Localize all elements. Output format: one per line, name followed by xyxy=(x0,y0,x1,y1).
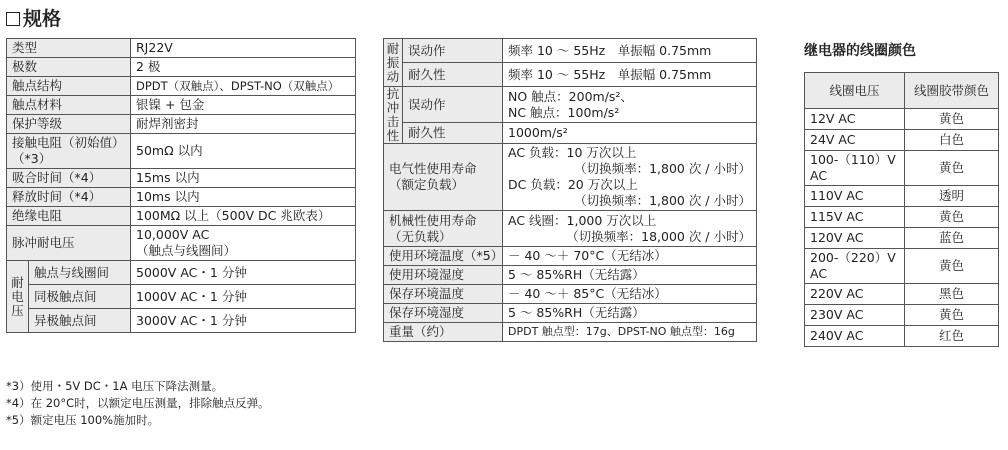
table-cell: 吸合时间（*4） xyxy=(7,169,131,188)
column-header: 线圈电压 xyxy=(805,73,905,109)
table-cell: 黄色 xyxy=(905,249,999,284)
table-header-row xyxy=(805,73,999,109)
table-row xyxy=(7,285,356,309)
table-cell: 触点与线圈间 xyxy=(29,261,131,285)
table-row xyxy=(384,247,757,266)
table-row xyxy=(805,249,999,284)
table-row xyxy=(7,58,356,77)
page-title xyxy=(6,4,61,31)
table-cell xyxy=(503,211,757,247)
table-cell: 脉冲耐电压 xyxy=(7,226,131,261)
table-row xyxy=(7,77,356,96)
table-cell: 保护等级 xyxy=(7,115,131,134)
table-cell: 银镍 + 包金 xyxy=(131,96,356,115)
table-cell: － 40 ～＋ 85°C（无结冰） xyxy=(503,285,757,304)
table-cell: 220V AC xyxy=(805,284,905,305)
table-cell xyxy=(503,87,757,123)
cell-line: 机械性使用寿命 xyxy=(389,212,477,228)
table-cell: － 40 ～＋ 70°C（无结冰） xyxy=(503,247,757,266)
table-cell: 类型 xyxy=(7,39,131,58)
table-cell: 释放时间（*4） xyxy=(7,188,131,207)
table-cell: 绝缘电阻 xyxy=(7,207,131,226)
table-cell: 24V AC xyxy=(805,130,905,151)
vertical-label: 耐电压 xyxy=(11,274,24,318)
table-cell xyxy=(7,134,131,169)
table-cell xyxy=(805,151,905,186)
table-cell: 115V AC xyxy=(805,207,905,228)
cell-line: NC 触点：100m/s² xyxy=(508,104,620,120)
table-cell: 透明 xyxy=(905,186,999,207)
table-row xyxy=(805,186,999,207)
cell-line: AC xyxy=(810,168,828,183)
table-row xyxy=(384,285,757,304)
table-row xyxy=(805,326,999,347)
table-cell xyxy=(805,249,905,284)
cell-line: （触点与线圈间） xyxy=(136,243,237,258)
table-cell: 黄色 xyxy=(905,207,999,228)
table-row xyxy=(384,266,757,285)
table-cell: 使用环境温度（*5） xyxy=(384,247,503,266)
table-row xyxy=(384,144,757,211)
table-cell: 极数 xyxy=(7,58,131,77)
table-cell xyxy=(384,144,503,211)
table-row xyxy=(384,323,757,342)
table-row xyxy=(384,39,757,63)
cell-line: 100-（110）V xyxy=(810,152,896,167)
table-cell: DPDT 触点型：17g、DPST-NO 触点型：16g xyxy=(503,323,757,342)
table-row xyxy=(384,304,757,323)
table-cell: 耐久性 xyxy=(403,63,503,87)
table-cell: 15ms 以内 xyxy=(131,169,356,188)
table-row xyxy=(384,211,757,247)
square-icon xyxy=(6,12,20,26)
column-header: 线圈胶带颜色 xyxy=(905,73,999,109)
table-cell: 3000V AC・1 分钟 xyxy=(131,309,356,333)
table-cell: 频率 10 ～ 55Hz 单振幅 0.75mm xyxy=(503,39,757,63)
table-cell: 12V AC xyxy=(805,109,905,130)
table-cell: 白色 xyxy=(905,130,999,151)
table-row xyxy=(7,39,356,58)
table-cell: 耐焊剂密封 xyxy=(131,115,356,134)
table-row xyxy=(805,305,999,326)
cell-line: （额定负载） xyxy=(389,177,465,192)
vertical-label: 耐振动 xyxy=(386,40,400,84)
table-cell: 蓝色 xyxy=(905,228,999,249)
table-row xyxy=(7,134,356,169)
table-cell: 10ms 以内 xyxy=(131,188,356,207)
table-cell: 黑色 xyxy=(905,284,999,305)
table-cell: 2 极 xyxy=(131,58,356,77)
cell-line: 10,000V AC xyxy=(136,227,210,242)
cell-line: AC 线圈：1,000 万次以上 xyxy=(508,212,657,228)
table-row xyxy=(384,63,757,87)
cell-line: AC 负载：10 万次以上 xyxy=(508,145,637,160)
table-cell: 5000V AC・1 分钟 xyxy=(131,261,356,285)
table-cell: 110V AC xyxy=(805,186,905,207)
table-row xyxy=(7,115,356,134)
cell-line: （切换频率：18,000 次 / 小时） xyxy=(566,228,751,244)
footnotes xyxy=(6,378,270,429)
table-row xyxy=(805,284,999,305)
table-row xyxy=(805,207,999,228)
table-cell: 保存环境温度 xyxy=(384,285,503,304)
cell-line: NO 触点：200m/s²、 xyxy=(508,88,633,104)
cell-line: （切换频率：1,800 次 / 小时） xyxy=(574,161,751,176)
table-cell: 误动作 xyxy=(403,87,503,123)
table-cell: 黄色 xyxy=(905,151,999,186)
table-cell: 230V AC xyxy=(805,305,905,326)
table-cell: 触点材料 xyxy=(7,96,131,115)
table-row xyxy=(7,188,356,207)
table-cell: 黄色 xyxy=(905,305,999,326)
table-row xyxy=(7,169,356,188)
table-row xyxy=(805,130,999,151)
table-cell: 5 ～ 85%RH（无结露） xyxy=(503,304,757,323)
table-cell: 1000m/s² xyxy=(503,123,757,144)
table-cell xyxy=(503,144,757,211)
spec-table-2 xyxy=(383,38,757,342)
vertical-label: 抗冲击性 xyxy=(386,86,400,143)
table-cell: 红色 xyxy=(905,326,999,347)
coil-color-table xyxy=(804,72,999,347)
cell-line: （*3） xyxy=(12,151,52,166)
cell-line: 接触电阻（初始值） xyxy=(12,135,125,150)
cell-line: 200-（220）V xyxy=(810,250,896,265)
table-cell: 误动作 xyxy=(403,39,503,63)
cell-line: DC 负载：20 万次以上 xyxy=(508,177,638,192)
table-cell: 黄色 xyxy=(905,109,999,130)
table-row xyxy=(805,109,999,130)
group-cell xyxy=(384,39,403,87)
cell-line: （切换频率：1,800 次 / 小时） xyxy=(574,193,751,208)
table-row xyxy=(7,309,356,333)
table-cell: 重量（约） xyxy=(384,323,503,342)
table-cell: 1000V AC・1 分钟 xyxy=(131,285,356,309)
cell-line: 电气性使用寿命 xyxy=(389,161,477,176)
table-cell: 50mΩ 以内 xyxy=(131,134,356,169)
table-cell: 120V AC xyxy=(805,228,905,249)
table-cell: 耐久性 xyxy=(403,123,503,144)
table-row xyxy=(805,228,999,249)
table-row xyxy=(384,123,757,144)
table-row xyxy=(7,207,356,226)
table-cell: 5 ～ 85%RH（无结露） xyxy=(503,266,757,285)
page-title-text: 规格 xyxy=(23,8,62,30)
table-cell: 频率 10 ～ 55Hz 单振幅 0.75mm xyxy=(503,63,757,87)
table-cell: 异极触点间 xyxy=(29,309,131,333)
table-cell: 保存环境湿度 xyxy=(384,304,503,323)
table-cell: RJ22V xyxy=(131,39,356,58)
table-row xyxy=(7,226,356,261)
table-cell: 100MΩ 以上（500V DC 兆欧表） xyxy=(131,207,356,226)
footnote: *5）额定电压 100%施加时。 xyxy=(6,413,160,427)
group-cell xyxy=(7,261,29,333)
table-cell: 使用环境湿度 xyxy=(384,266,503,285)
table-cell: 同极触点间 xyxy=(29,285,131,309)
table-cell: 240V AC xyxy=(805,326,905,347)
cell-line: （无负载） xyxy=(389,228,452,244)
table-cell: DPDT（双触点）、DPST-NO（双触点） xyxy=(131,77,356,96)
table-row xyxy=(7,261,356,285)
group-cell xyxy=(384,87,403,144)
table-cell xyxy=(131,226,356,261)
table-cell xyxy=(384,211,503,247)
cell-line: AC xyxy=(810,266,828,281)
footnote: *4）在 20°C时，以额定电压测量，排除触点反弹。 xyxy=(6,396,270,410)
spec-table-1 xyxy=(6,38,356,333)
table-row xyxy=(7,96,356,115)
table-cell: 触点结构 xyxy=(7,77,131,96)
coil-color-title: 继电器的线圈颜色 xyxy=(804,43,916,59)
table-row xyxy=(384,87,757,123)
footnote: *3）使用・5V DC・1A 电压下降法测量。 xyxy=(6,379,224,393)
table-row xyxy=(805,151,999,186)
